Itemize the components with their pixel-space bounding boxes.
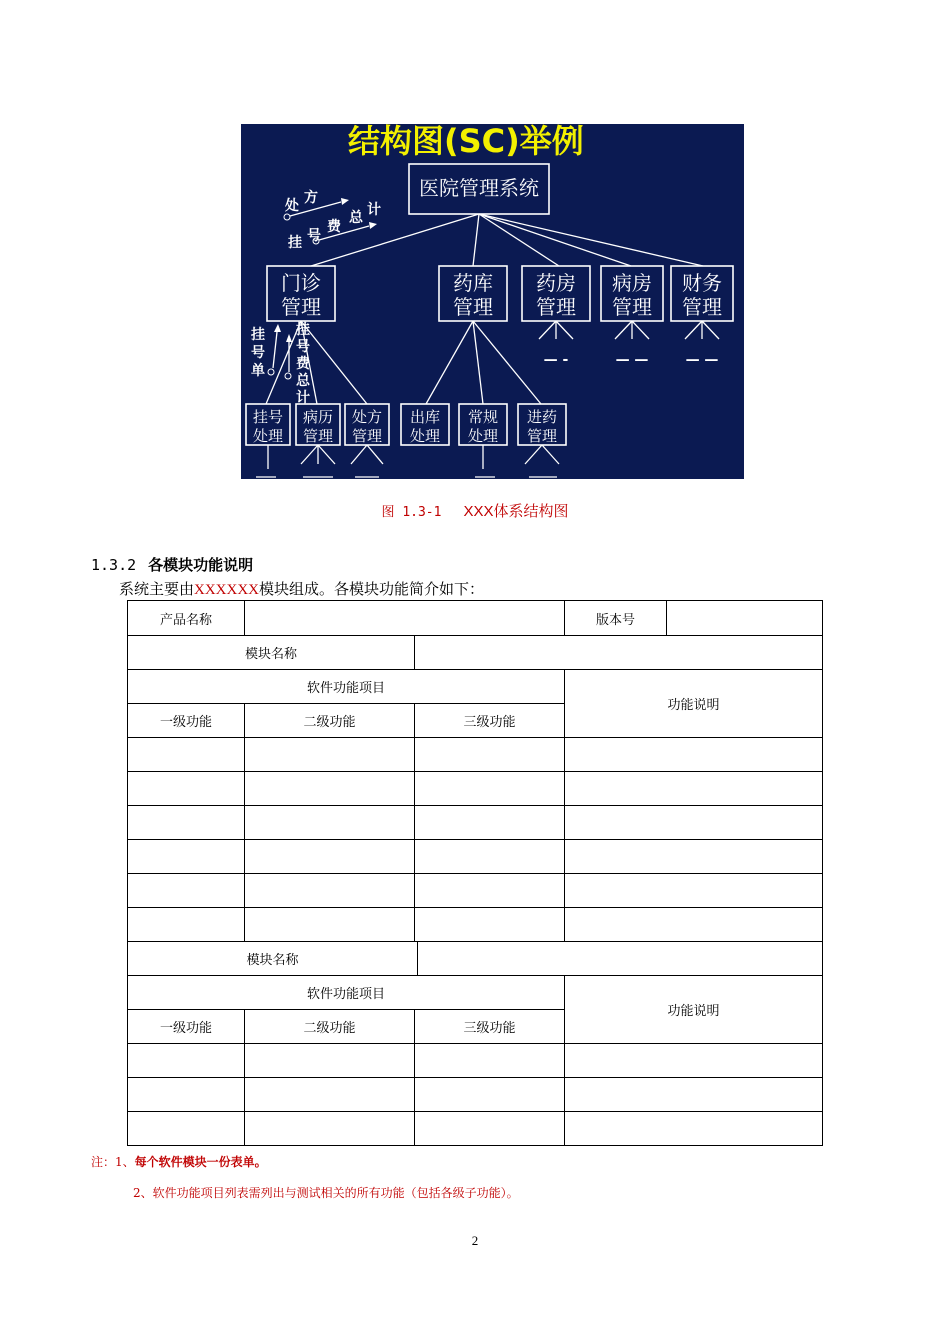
note-2: 2、软件功能项目列表需列出与测试相关的所有功能（包括各级子功能）。 bbox=[133, 1186, 519, 1200]
svg-text:挂号: 挂号 bbox=[252, 408, 284, 426]
table-row bbox=[128, 840, 823, 874]
version-label: 版本号 bbox=[565, 601, 667, 636]
svg-text:管理: 管理 bbox=[453, 295, 493, 319]
caption-number: 图 1.3-1 bbox=[381, 505, 442, 520]
svg-text:药房: 药房 bbox=[536, 271, 576, 295]
notes bbox=[91, 1153, 519, 1201]
svg-text:管理: 管理 bbox=[682, 295, 722, 319]
flow-annotation-left bbox=[250, 324, 292, 379]
svg-text:号: 号 bbox=[296, 339, 310, 355]
table-row-module-name-2 bbox=[128, 942, 823, 976]
module-caiwu bbox=[671, 266, 733, 321]
svg-text:计: 计 bbox=[367, 202, 381, 218]
svg-text:计: 计 bbox=[296, 390, 310, 406]
svg-text:费: 费 bbox=[327, 219, 341, 235]
table-row bbox=[128, 908, 823, 942]
submodule-guahao bbox=[246, 404, 290, 445]
level2-label-2: 二级功能 bbox=[245, 1010, 415, 1044]
module-menzhen bbox=[267, 266, 335, 321]
svg-text:费: 费 bbox=[296, 356, 310, 372]
module-yaoku bbox=[439, 266, 507, 321]
intro-highlight: XXXXXX bbox=[194, 582, 260, 598]
yaoku-connectors bbox=[426, 321, 541, 404]
submodule-jinyao bbox=[518, 404, 566, 445]
menzhen-connectors bbox=[266, 321, 367, 404]
structure-chart-figure bbox=[241, 124, 744, 479]
table-row-module-name bbox=[128, 636, 823, 670]
items-label-2: 软件功能项目 bbox=[128, 976, 565, 1010]
level3-label-2: 三级功能 bbox=[415, 1010, 565, 1044]
table-row bbox=[128, 738, 823, 772]
version-cell[interactable] bbox=[667, 601, 823, 636]
svg-text:管理: 管理 bbox=[612, 295, 652, 319]
module-yaofang bbox=[522, 266, 590, 321]
svg-text:号: 号 bbox=[251, 345, 265, 361]
svg-text:挂: 挂 bbox=[288, 235, 302, 251]
desc-label-2: 功能说明 bbox=[565, 976, 823, 1044]
svg-text:药库: 药库 bbox=[453, 271, 493, 295]
note-1 bbox=[91, 1153, 519, 1170]
svg-text:处理: 处理 bbox=[252, 427, 284, 445]
section-number: 1.3.2 bbox=[91, 556, 137, 574]
submodule-bingli bbox=[296, 404, 340, 445]
function-table bbox=[127, 600, 823, 1146]
product-name-cell[interactable] bbox=[245, 601, 565, 636]
module-name-cell[interactable] bbox=[415, 636, 823, 670]
submodule-changgui bbox=[459, 404, 507, 445]
svg-text:— —: — — bbox=[685, 352, 719, 368]
note-1-text: 每个软件模块一份表单。 bbox=[134, 1155, 267, 1169]
submodule-chuku bbox=[401, 404, 449, 445]
svg-text:挂: 挂 bbox=[251, 327, 265, 343]
level1-label-2: 一级功能 bbox=[128, 1010, 245, 1044]
level2-label: 二级功能 bbox=[245, 704, 415, 738]
svg-text:出库: 出库 bbox=[409, 408, 441, 426]
svg-text:管理: 管理 bbox=[526, 427, 558, 445]
table-row bbox=[128, 1044, 823, 1078]
root-connectors bbox=[311, 214, 703, 266]
intro-paragraph bbox=[119, 578, 484, 599]
caption-xxx: XXX bbox=[463, 503, 494, 520]
svg-text:处: 处 bbox=[285, 198, 299, 214]
svg-text:处理: 处理 bbox=[467, 427, 499, 445]
section-title: 各模块功能说明 bbox=[148, 556, 254, 574]
table-row bbox=[128, 874, 823, 908]
intro-after: 模块组成。各模块功能简介如下： bbox=[259, 580, 485, 598]
table-row-items-header-2 bbox=[128, 976, 823, 1010]
note-1-num: 1、 bbox=[115, 1155, 135, 1169]
svg-text:处方: 处方 bbox=[351, 408, 383, 426]
svg-text:管理: 管理 bbox=[302, 427, 334, 445]
table-row bbox=[128, 806, 823, 840]
svg-text:管理: 管理 bbox=[281, 295, 321, 319]
svg-text:进药: 进药 bbox=[526, 408, 558, 426]
svg-text:病历: 病历 bbox=[302, 408, 334, 426]
desc-label: 功能说明 bbox=[565, 670, 823, 738]
table-row-items-header bbox=[128, 670, 823, 704]
intro-before: 系统主要由 bbox=[119, 580, 195, 598]
svg-text:病房: 病房 bbox=[612, 271, 652, 295]
svg-text:— -: — - bbox=[543, 352, 569, 368]
submodule-chufang bbox=[345, 404, 389, 445]
svg-text:门诊: 门诊 bbox=[281, 271, 321, 295]
svg-text:处理: 处理 bbox=[409, 427, 441, 445]
table-row-product bbox=[128, 601, 823, 636]
svg-text:方: 方 bbox=[304, 190, 318, 206]
stub-fans bbox=[539, 321, 719, 368]
figure-caption bbox=[0, 500, 950, 521]
figure-title: 结构图(SC)举例 bbox=[348, 124, 584, 160]
level1-label: 一级功能 bbox=[128, 704, 245, 738]
table-row bbox=[128, 1078, 823, 1112]
module-name-label: 模块名称 bbox=[128, 636, 415, 670]
flow-annotation-top bbox=[284, 189, 381, 251]
module-bingfang bbox=[601, 266, 663, 321]
svg-text:号: 号 bbox=[307, 228, 321, 244]
caption-text: 体系结构图 bbox=[493, 502, 569, 520]
structure-chart-svg bbox=[241, 124, 744, 479]
table-row bbox=[128, 1112, 823, 1146]
svg-text:总: 总 bbox=[349, 210, 363, 226]
svg-text:总: 总 bbox=[296, 373, 310, 389]
svg-text:挂: 挂 bbox=[296, 322, 310, 338]
section-heading bbox=[91, 554, 253, 575]
submodule-stubs bbox=[256, 445, 559, 477]
items-label: 软件功能项目 bbox=[128, 670, 565, 704]
note-prefix: 注： bbox=[91, 1155, 116, 1169]
svg-text:财务: 财务 bbox=[682, 271, 722, 295]
svg-text:常规: 常规 bbox=[467, 408, 499, 426]
level3-label: 三级功能 bbox=[415, 704, 565, 738]
page-number: 2 bbox=[471, 1233, 479, 1248]
module-name-cell-2[interactable] bbox=[418, 942, 823, 976]
svg-text:管理: 管理 bbox=[351, 427, 383, 445]
svg-text:— —: — — bbox=[615, 352, 649, 368]
svg-text:管理: 管理 bbox=[536, 295, 576, 319]
root-label: 医院管理系统 bbox=[419, 176, 539, 200]
table-row bbox=[128, 772, 823, 806]
module-name-label-2: 模块名称 bbox=[128, 942, 418, 976]
svg-text:单: 单 bbox=[251, 363, 265, 379]
product-name-label: 产品名称 bbox=[128, 601, 245, 636]
